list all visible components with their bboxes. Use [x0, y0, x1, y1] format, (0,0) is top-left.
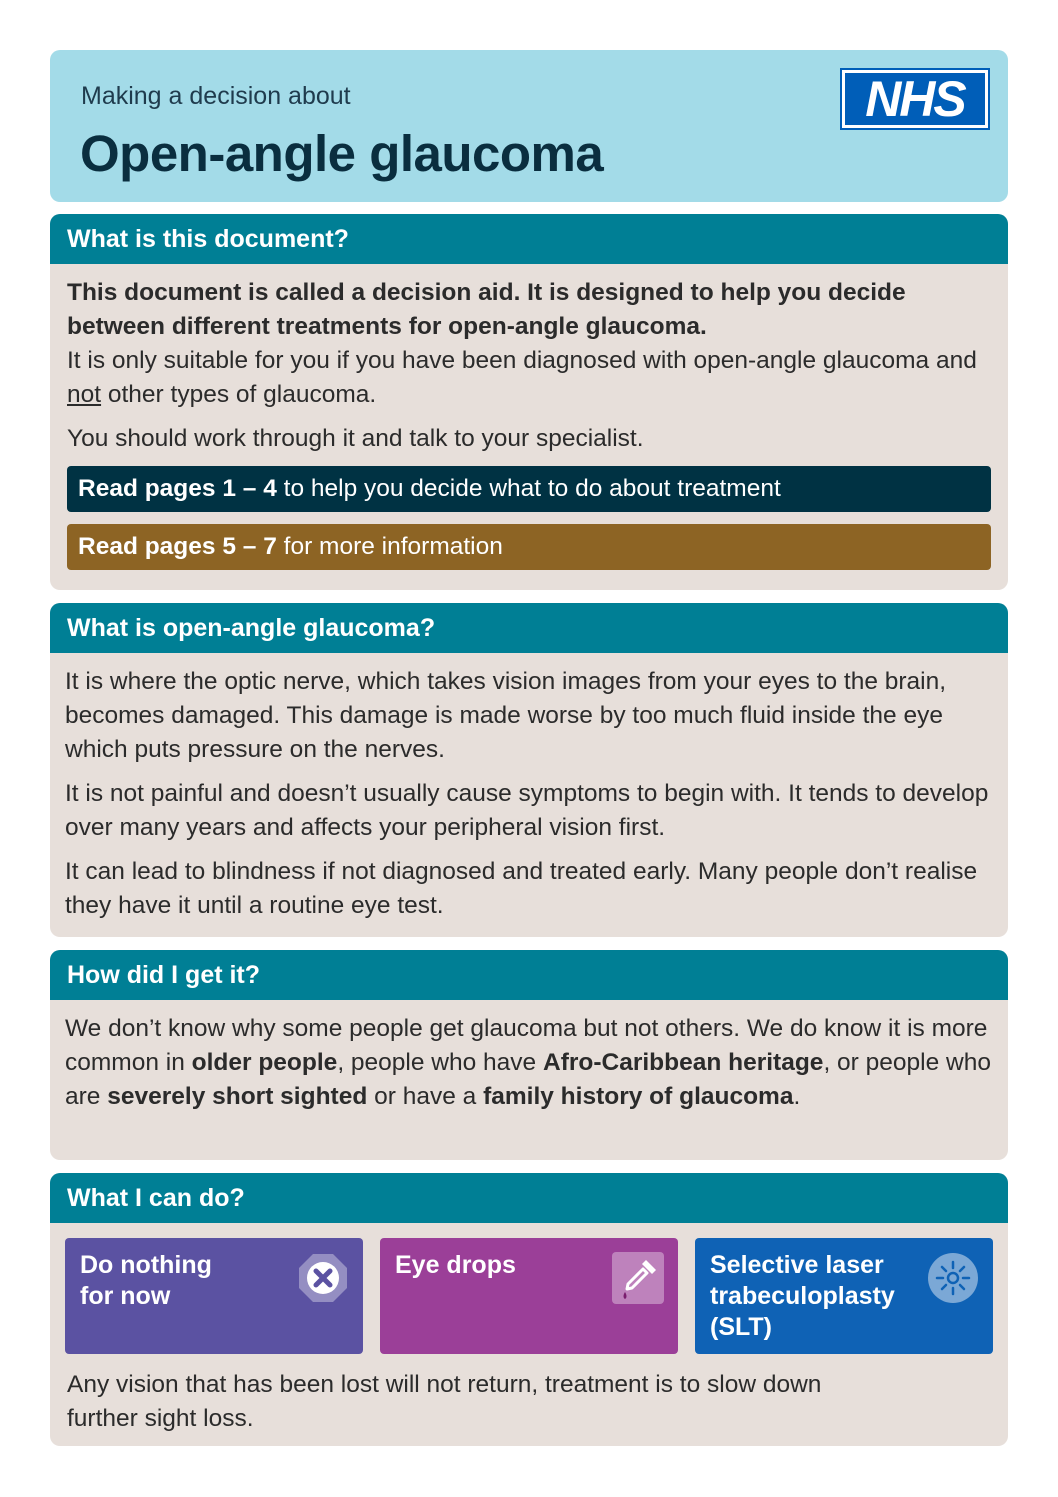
- section-heading: What is open-angle glaucoma?: [50, 603, 1008, 653]
- page-header: [50, 50, 1008, 202]
- option-label: Selective laser trabeculoplasty (SLT): [710, 1251, 895, 1341]
- section-body: [50, 264, 1008, 570]
- bar-bold: Read pages 5 – 7: [78, 533, 277, 560]
- option-label: Eye drops: [395, 1251, 516, 1279]
- section-heading: What is this document?: [50, 214, 1008, 264]
- section-what-is-glaucoma: [50, 603, 1008, 937]
- suitability-part: other types of glaucoma.: [101, 381, 377, 408]
- cause-paragraph: [65, 1012, 991, 1114]
- eye-dropper-icon: [612, 1252, 664, 1304]
- option-do-nothing[interactable]: [65, 1238, 363, 1354]
- section-heading: What I can do?: [50, 1173, 1008, 1223]
- bar-text: to help you decide what to do about treatment: [276, 475, 781, 502]
- page-title: Open-angle glaucoma: [80, 125, 604, 182]
- section-how-did-i-get-it: [50, 950, 1008, 1160]
- bold-part: Afro-Caribbean heritage: [543, 1049, 824, 1076]
- suitability-part: It is only suitable for you if you have been diagnosed with open-angle glaucoma and: [67, 347, 977, 374]
- paragraph: It is not painful and doesn’t usually cause symptoms to begin with. It tends to develop over many years and affects your peripheral vision first.: [65, 780, 989, 841]
- section-what-i-can-do: [50, 1173, 1008, 1446]
- bold-part: severely short sighted: [107, 1083, 368, 1110]
- section-body: [50, 1000, 1008, 1114]
- intro-text: [67, 276, 991, 344]
- section-body: [50, 653, 1008, 923]
- closing-text: Any vision that has been lost will not return, treatment is to slow down further sight loss.: [67, 1371, 822, 1432]
- bold-part: family history of glaucoma: [483, 1083, 794, 1110]
- text-part: .: [793, 1083, 801, 1110]
- text-part: We don’t know why some people get glaucoma but not others. We do know it is more common in: [65, 1015, 988, 1076]
- cross-octagon-icon: [297, 1252, 349, 1304]
- treatment-options: [50, 1223, 1008, 1354]
- read-pages-5-7-bar: [67, 524, 991, 570]
- laser-burst-icon: [927, 1252, 979, 1304]
- section-what-is-document: [50, 214, 1008, 590]
- bold-part: older people: [191, 1049, 338, 1076]
- paragraph: It can lead to blindness if not diagnosed and treated early. Many people don’t realise they have it until a routine eye test.: [65, 858, 978, 919]
- paragraph: It is where the optic nerve, which takes vision images from your eyes to the brain, becomes damaged. This damage is made worse by too much fluid inside the eye which puts pressure on the nerves.: [65, 668, 947, 763]
- text-part: , or people who are: [65, 1049, 991, 1110]
- option-slt[interactable]: [695, 1238, 993, 1354]
- nhs-logo: NHS: [842, 70, 988, 128]
- read-pages-1-4-bar: [67, 466, 991, 512]
- bar-bold: Read pages 1 – 4: [78, 475, 277, 502]
- option-label: Do nothing for now: [80, 1251, 212, 1310]
- option-eye-drops[interactable]: [380, 1238, 678, 1354]
- section-heading: How did I get it?: [50, 950, 1008, 1000]
- text-part: or have a: [367, 1083, 484, 1110]
- suitability-not: not: [67, 381, 102, 408]
- bar-text: for more information: [276, 533, 503, 560]
- text-part: , people who have: [337, 1049, 543, 1076]
- suitability-text: [67, 344, 991, 412]
- work-through-text: You should work through it and talk to your specialist.: [67, 425, 644, 452]
- intro-bold: This document is called a decision aid. It is designed to help you decide between different treatments for open-angle glaucoma.: [67, 279, 906, 340]
- page-subtitle: Making a decision about: [81, 82, 351, 110]
